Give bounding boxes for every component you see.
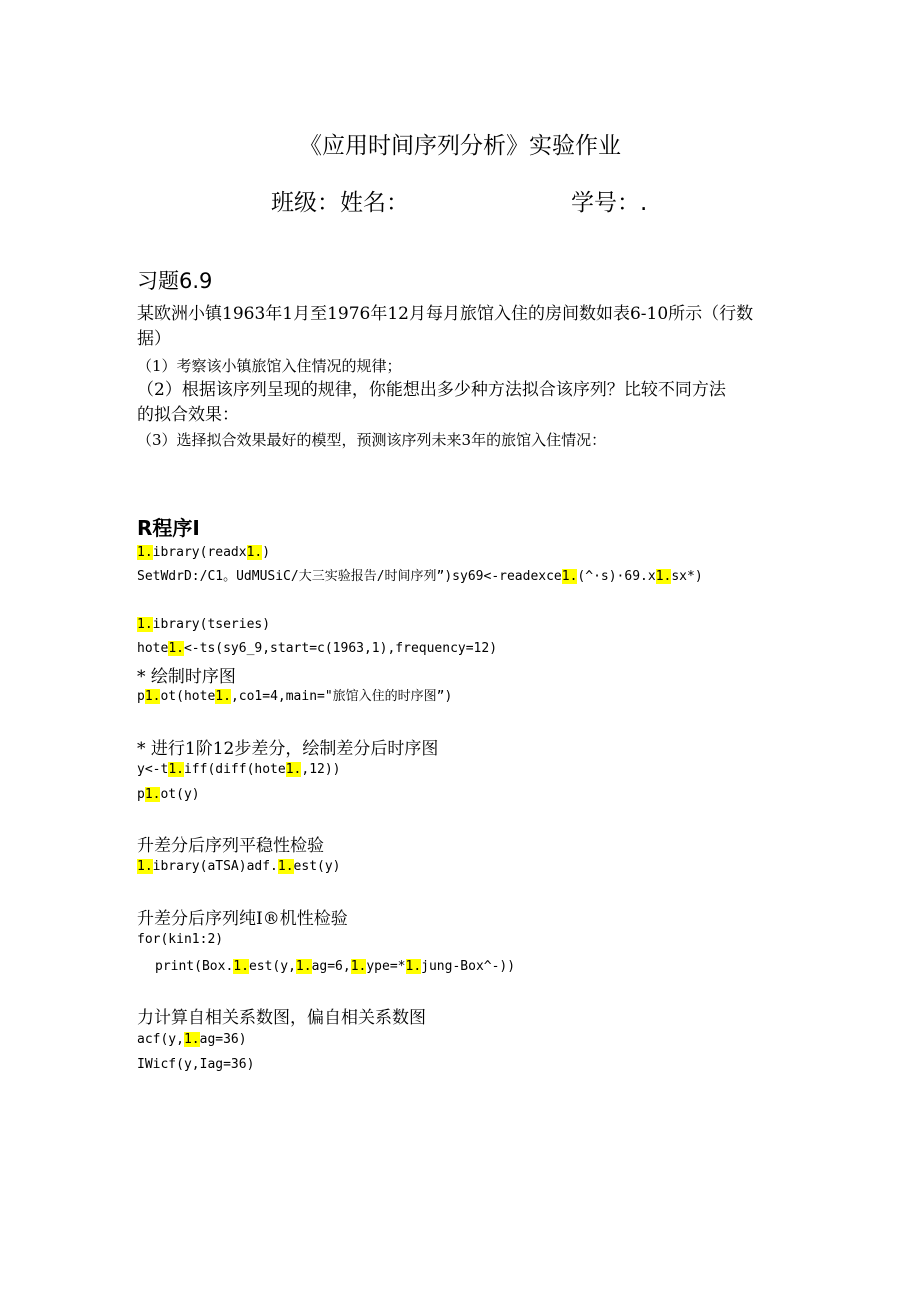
code-line-acf <box>137 1030 247 1050</box>
question-1: （1）考察该小镇旅馆入住情况的规律； <box>137 357 402 375</box>
code-line-box-test <box>155 957 515 977</box>
code-text: est(y, <box>248 959 296 974</box>
code-line-plot-hotel <box>137 687 452 707</box>
code-line-hotel-ts <box>137 639 497 659</box>
code-text: ype=* <box>366 959 406 974</box>
comment-plot-series: * 绘制时序图 <box>137 667 236 687</box>
code-text: ag=6, <box>311 959 351 974</box>
code-line-diff <box>137 760 341 780</box>
highlight: 1. <box>137 545 153 560</box>
program-heading: R程序I <box>137 516 200 540</box>
highlight: 1. <box>350 959 367 974</box>
student-id-label: 学号：. <box>571 190 648 216</box>
comment-difference: * 进行1阶12步差分，绘制差分后时序图 <box>137 739 439 759</box>
code-text: <-ts(sy6_9,start=c(1963,1),frequency=12) <box>183 641 498 656</box>
comment-stationarity: 升差分后序列平稳性检验 <box>137 836 324 856</box>
code-line-pacf: IWicf(y,Iag=36) <box>137 1057 255 1072</box>
code-text: ot(hote <box>160 689 216 704</box>
code-text: acf(y, <box>137 1032 184 1047</box>
highlight: 1. <box>277 859 294 874</box>
code-line-for-loop: for(kin1:2) <box>137 932 224 947</box>
highlight: 1. <box>561 569 578 584</box>
code-text: ot(y) <box>160 787 200 802</box>
highlight: 1. <box>137 617 153 632</box>
highlight: 1. <box>295 959 312 974</box>
class-name-label: 班级：姓名： <box>271 190 409 216</box>
exercise-intro-line-1: 某欧洲小镇1963年1月至1976年12月每月旅馆入住的房间数如表6-10所示（行数 <box>137 304 754 324</box>
highlight: 1. <box>183 1032 200 1047</box>
code-text: p <box>137 787 145 802</box>
code-line-library-tseries <box>137 615 270 635</box>
code-text: p <box>137 689 145 704</box>
code-text: hote <box>137 641 169 656</box>
highlight: 1. <box>246 545 263 560</box>
highlight: 1. <box>405 959 422 974</box>
highlight: 1. <box>168 762 184 777</box>
exercise-heading: 习题6.9 <box>137 269 213 293</box>
code-text: (^·s)·69.x <box>577 569 656 584</box>
code-text: ibrary(readx <box>152 545 247 560</box>
code-line-library-readxl <box>137 543 270 563</box>
code-text: y<-t <box>137 762 169 777</box>
document-title: 《应用时间序列分析》实验作业 <box>299 133 621 159</box>
highlight: 1. <box>168 641 184 656</box>
comment-acf-pacf: 力计算自相关系数图，偏自相关系数图 <box>137 1008 426 1028</box>
highlight: 1. <box>144 787 161 802</box>
code-text: est(y) <box>293 859 341 874</box>
question-2-line-1: （2）根据该序列呈现的规律，你能想出多少种方法拟合该序列？比较不同方法 <box>137 380 726 400</box>
code-text: ,co1=4,main="旅馆入住的时序图”) <box>230 689 453 704</box>
code-text: ibrary(aTSA)adf. <box>152 859 278 874</box>
code-text: jung-Box^-)) <box>421 959 516 974</box>
code-text: print(Box. <box>155 959 234 974</box>
code-text: ,12)) <box>301 762 341 777</box>
question-2-line-2: 的拟合效果： <box>137 405 239 425</box>
code-line-adf-test <box>137 857 341 877</box>
highlight: 1. <box>137 859 153 874</box>
highlight: 1. <box>144 689 161 704</box>
question-3: （3）选择拟合效果最好的模型，预测该序列未来3年的旅馆入住情况： <box>137 431 607 449</box>
highlight: 1. <box>215 689 231 704</box>
highlight: 1. <box>655 569 672 584</box>
code-text: ) <box>262 545 271 560</box>
code-line-plot-y <box>137 785 200 805</box>
code-line-setwd <box>137 567 703 587</box>
code-text: ag=36) <box>199 1032 247 1047</box>
code-text: sx*) <box>671 569 703 584</box>
comment-white-noise: 升差分后序列纯I®机性检验 <box>137 909 348 929</box>
code-text: iff(diff(hote <box>183 762 286 777</box>
code-text: ibrary(tseries) <box>152 617 271 632</box>
highlight: 1. <box>285 762 302 777</box>
code-text: SetWdrD:/C1。UdMUSiC/大三实验报告/时间序列”)sy69<-readexce <box>137 569 562 584</box>
exercise-intro-line-2: 据） <box>137 329 171 349</box>
highlight: 1. <box>233 959 249 974</box>
